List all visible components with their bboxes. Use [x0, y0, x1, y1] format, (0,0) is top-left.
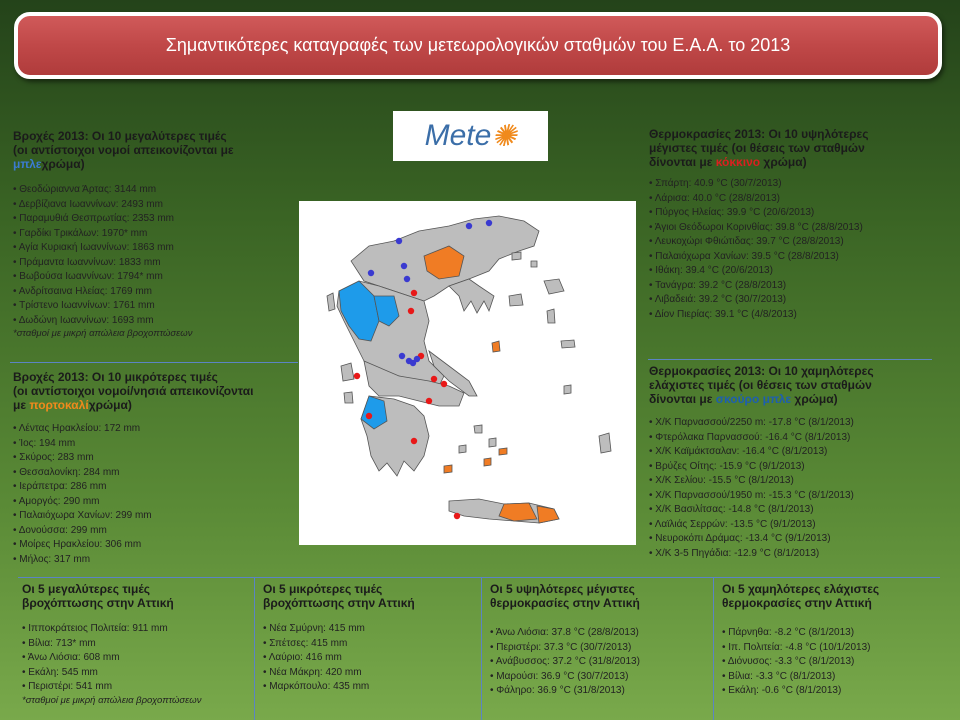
list-item: • Ανάβυσσος: 37.2 °C (31/8/2013): [490, 655, 710, 670]
list-item: • Λαϊλιάς Σερρών: -13.5 °C (9/1/2013): [649, 518, 949, 533]
attica-heading: Οι 5 υψηλότερες μέγιστες θερμοκρασίες στην Αττική: [490, 582, 640, 610]
dot-livadeia: [431, 376, 437, 382]
rain-max-list: [13, 183, 298, 328]
list-item: • Άνω Λιόσια: 608 mm: [22, 651, 252, 666]
list-item: • Άνω Λιόσια: 37.8 °C (28/8/2013): [490, 626, 710, 641]
rain-max-note: *σταθμοί με μικρή απώλεια βροχοπτώσεων: [13, 328, 193, 339]
dot-lailias: [466, 223, 472, 229]
list-item: • Χ/Κ Παρνασσού/2250 m: -17.8 °C (8/1/2013): [649, 416, 949, 431]
dot-parnassos-1950: [414, 356, 420, 362]
rain-min-heading: Βροχές 2013: Οι 10 μικρότερες τιμές (οι αντίστοιχοι νομοί/νησιά απεικονίζονται με πορτοκαλίχρώμα): [13, 370, 254, 412]
attica-heading: Οι 5 χαμηλότερες ελάχιστες θερμοκρασίες στην Αττική: [722, 582, 880, 610]
list-item: • Λέντας Ηρακλείου: 172 mm: [13, 422, 298, 437]
attica-list: [263, 622, 478, 695]
list-item: • Νέα Σμύρνη: 415 mm: [263, 622, 478, 637]
list-item: • Μήλος: 317 mm: [13, 553, 298, 568]
list-item: • Πράμαντα Ιωαννίνων: 1833 mm: [13, 256, 298, 271]
page-title: Σημαντικότερες καταγραφές των μετεωρολογικών σταθμών του Ε.Α.Α. το 2013: [165, 35, 791, 55]
divider: [713, 577, 714, 720]
list-item: • Δίον Πιερίας: 39.1 °C (4/8/2013): [649, 308, 949, 323]
meteo-logo: [393, 111, 548, 161]
temp-min-heading: Θερμοκρασίες 2013: Οι 10 χαμηλότερες ελάχιστες τιμές (οι θέσεις των σταθμών δίνονται με σκούρο μπλε χρώμα): [649, 364, 874, 406]
dot-tanagra: [441, 381, 447, 387]
list-item: • Πύργος Ηλείας: 39.9 °C (20/6/2013): [649, 206, 949, 221]
list-item: • Παλαιόχωρα Χανίων: 299 mm: [13, 509, 298, 524]
attica-temp-min-section: [722, 582, 952, 699]
list-item: • Βίλια: -3.3 °C (8/1/2013): [722, 670, 952, 685]
thasos: [512, 252, 521, 260]
rain-max-heading: Βροχές 2013: Οι 10 μεγαλύτερες τιμές (οι αντίστοιχοι νομοί απεικονίζονται με μπλεχρώμα): [13, 129, 234, 171]
dot-3-5-pigadia: [404, 276, 410, 282]
list-item: • Περιστέρι: 541 mm: [22, 680, 252, 695]
lesvos: [544, 279, 564, 294]
rain-min-list: [13, 422, 298, 567]
list-item: • Μαρούσι: 36.9 °C (30/7/2013): [490, 670, 710, 685]
list-item: • Γαρδίκι Τρικάλων: 1970* mm: [13, 227, 298, 242]
samothraki: [531, 261, 537, 267]
divider: [481, 577, 482, 720]
dot-larisa: [408, 308, 414, 314]
list-item: • Παραμυθιά Θεσπρωτίας: 2353 mm: [13, 212, 298, 227]
samos: [561, 340, 575, 348]
amorgos-region: [499, 448, 507, 455]
logo-text: Mete: [424, 119, 492, 152]
attica-list: [22, 622, 252, 695]
rhodes: [599, 433, 611, 453]
dot-vryzes: [399, 353, 405, 359]
attica-rain-min-section: [263, 582, 478, 695]
cyclades-3: [459, 445, 466, 453]
divider: [10, 362, 298, 363]
list-item: • Μοίρες Ηρακλείου: 306 mm: [13, 538, 298, 553]
corfu: [327, 293, 335, 311]
list-item: • Δωδώνη Ιωαννίνων: 1693 mm: [13, 314, 298, 329]
skyros-region: [492, 341, 500, 352]
kefalonia: [341, 363, 354, 381]
list-item: • Λιβαδειά: 39.2 °C (30/7/2013): [649, 293, 949, 308]
list-item: • Ιπ. Πολιτεία: -4.8 °C (10/1/2013): [722, 641, 952, 656]
list-item: • Νέα Μάκρη: 420 mm: [263, 666, 478, 681]
list-item: • Διόνυσος: -3.3 °C (8/1/2013): [722, 655, 952, 670]
list-item: • Αμοργός: 290 mm: [13, 495, 298, 510]
list-item: • Χ/Κ 3-5 Πηγάδια: -12.9 °C (8/1/2013): [649, 547, 949, 562]
dot-dion: [411, 290, 417, 296]
list-item: • Ίος: 194 mm: [13, 437, 298, 452]
chalkidiki: [449, 279, 494, 313]
dot-palaiochora: [454, 513, 460, 519]
sun-icon: ✺: [491, 119, 517, 153]
list-item: • Νευροκόπι Δράμας: -13.4 °C (9/1/2013): [649, 532, 949, 547]
list-item: • Χ/Κ Βασιλίτσας: -14.8 °C (8/1/2013): [649, 503, 949, 518]
greece-map-svg: [299, 201, 636, 545]
list-item: • Άγιοι Θεόδωροι Κορινθίας: 39.8 °C (28/8/2013): [649, 221, 949, 236]
list-item: • Εκάλη: -0.6 °C (8/1/2013): [722, 684, 952, 699]
list-item: • Χ/Κ Παρνασσού/1950 m: -15.3 °C (8/1/2013): [649, 489, 949, 504]
list-item: • Βρύζες Οίτης: -15.9 °C (9/1/2013): [649, 460, 949, 475]
dot-agioi-theodoroi: [426, 398, 432, 404]
rain-max-section: [13, 129, 298, 339]
list-item: • Δονούσσα: 299 mm: [13, 524, 298, 539]
map-land: [327, 216, 611, 523]
limnos: [509, 294, 523, 306]
list-item: • Λαύριο: 416 mm: [263, 651, 478, 666]
list-item: • Ιθάκη: 39.4 °C (20/6/2013): [649, 264, 949, 279]
list-item: • Σπέτσες: 415 mm: [263, 637, 478, 652]
list-item: • Περιστέρι: 37.3 °C (30/7/2013): [490, 641, 710, 656]
list-item: • Ιεράπετρα: 286 mm: [13, 480, 298, 495]
greece-map: [299, 201, 636, 545]
dot-kaimaktsalan: [396, 238, 402, 244]
list-item: • Σπάρτη: 40.9 °C (30/7/2013): [649, 177, 949, 192]
list-item: • Μαρκόπουλο: 435 mm: [263, 680, 478, 695]
divider: [648, 359, 932, 360]
list-item: • Θεσσαλονίκη: 284 mm: [13, 466, 298, 481]
divider: [254, 577, 255, 720]
attica-note: *σταθμοί με μικρή απώλεια βροχοπτώσεων: [22, 694, 202, 706]
temp-max-heading: Θερμοκρασίες 2013: Οι 10 υψηλότερες μέγιστες τιμές (οι θέσεις των σταθμών δίνονται με κόκκινο χρώμα): [649, 127, 869, 169]
temp-max-list: [649, 177, 949, 322]
list-item: • Λευκοχώρι Φθιώτιδας: 39.7 °C (28/8/2013): [649, 235, 949, 250]
attica-temp-max-section: [490, 582, 710, 699]
list-item: • Πάρνηθα: -8.2 °C (8/1/2013): [722, 626, 952, 641]
zakynthos: [344, 392, 353, 403]
cyclades-2: [489, 438, 496, 447]
list-item: • Ανδρίτσαινα Ηλείας: 1769 mm: [13, 285, 298, 300]
temp-min-list: [649, 416, 949, 561]
attica-heading: Οι 5 μικρότερες τιμές βροχόπτωσης στην Αττική: [263, 582, 415, 610]
title-banner: [14, 12, 942, 79]
list-item: • Παλαιόχωρα Χανίων: 39.5 °C (28/8/2013): [649, 250, 949, 265]
attica-list: [490, 626, 710, 699]
ios-region: [484, 458, 491, 466]
list-item: • Θεοδώριαννα Άρτας: 3144 mm: [13, 183, 298, 198]
list-item: • Σκύρος: 283 mm: [13, 451, 298, 466]
dot-ithaki: [354, 373, 360, 379]
dot-nevrokopi: [486, 220, 492, 226]
list-item: • Φτερόλακα Παρνασσού: -16.4 °C (8/1/2013): [649, 431, 949, 446]
dot-sparti: [411, 438, 417, 444]
list-item: • Βωβούσα Ιωαννίνων: 1794* mm: [13, 270, 298, 285]
list-item: • Χ/Κ Καϊμάκτσαλαν: -16.4 °C (8/1/2013): [649, 445, 949, 460]
list-item: • Λάρισα: 40.0 °C (28/8/2013): [649, 192, 949, 207]
divider: [18, 577, 940, 578]
lasithi-region: [537, 506, 559, 523]
list-item: • Ιπποκράτειος Πολιτεία: 911 mm: [22, 622, 252, 637]
list-item: • Φάληρο: 36.9 °C (31/8/2013): [490, 684, 710, 699]
dot-pyrgos: [366, 413, 372, 419]
temp-max-section: [649, 127, 949, 322]
list-item: • Βίλια: 713* mm: [22, 637, 252, 652]
dot-seli: [401, 263, 407, 269]
temp-min-section: [649, 364, 949, 561]
list-item: • Δερβίζιανα Ιωαννίνων: 2493 mm: [13, 198, 298, 213]
cyclades-1: [474, 425, 482, 433]
list-item: • Τανάγρα: 39.2 °C (28/8/2013): [649, 279, 949, 294]
milos-region: [444, 465, 452, 473]
chios: [547, 309, 555, 323]
list-item: • Χ/Κ Σελίου: -15.5 °C (8/1/2013): [649, 474, 949, 489]
rain-min-section: [13, 370, 298, 567]
attica-list: [722, 626, 952, 699]
list-item: • Εκάλη: 545 mm: [22, 666, 252, 681]
dot-vasilitsa: [368, 270, 374, 276]
list-item: • Αγία Κυριακή Ιωαννίνων: 1863 mm: [13, 241, 298, 256]
attica-heading: Οι 5 μεγαλύτερες τιμές βροχόπτωσης στην Αττική: [22, 582, 174, 610]
dodecanese: [564, 385, 571, 394]
list-item: • Τρίστενο Ιωαννίνων: 1761 mm: [13, 299, 298, 314]
attica-rain-max-section: [22, 582, 252, 706]
